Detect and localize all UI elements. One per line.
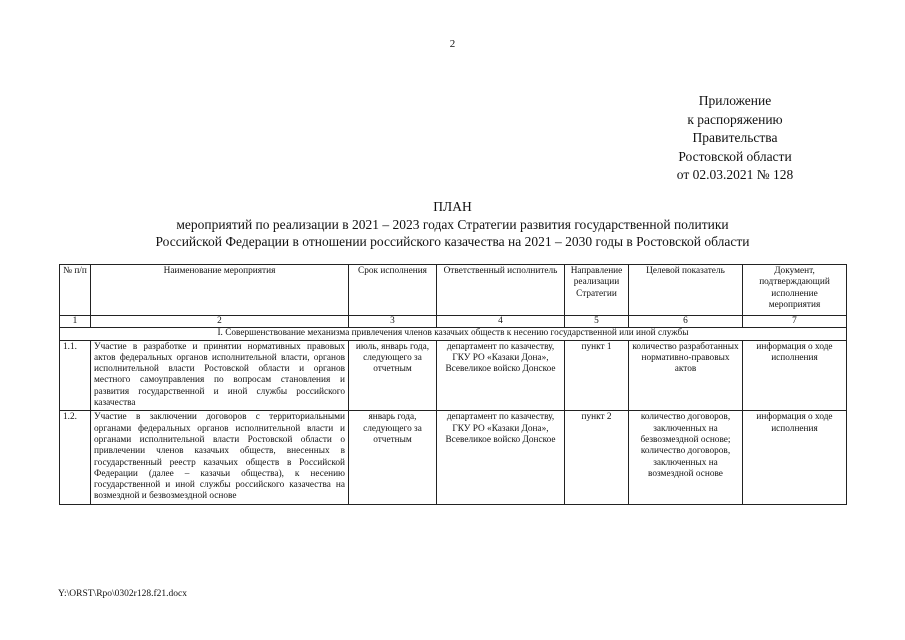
row-number: 1.2. [60, 411, 91, 504]
plan-table [59, 264, 847, 505]
column-number: 3 [349, 316, 437, 328]
row-indicator: количество договоров, заключенных на безвозмездной основе; количество договоров, заключенных на возмездной основе [629, 411, 743, 504]
row-direction: пункт 1 [565, 340, 629, 411]
appendix-line: Ростовской области [678, 148, 792, 164]
header-document: Документ, подтверждающий исполнение мероприятия [743, 265, 847, 316]
section-title: I. Совершенствование механизма привлечения членов казачьих обществ к несению государственной или иной службы [60, 328, 847, 340]
row-activity-name: Участие в заключении договоров с территориальными органами федеральных органов исполнительной власти и органами исполнительной власти Ростовской области о привлечении членов казачьих обществ, внесенных в государственный реестр казачьих обществ в Российской Федерации (далее – казачьи общества), к несению государственной и иной службы российского казачества на возмездной и безвозмездной основе [91, 411, 349, 504]
row-deadline: июль, январь года, следующего за отчетным [349, 340, 437, 411]
row-document: информация о ходе исполнения [743, 340, 847, 411]
row-document: информация о ходе исполнения [743, 411, 847, 504]
header-deadline: Срок исполнения [349, 265, 437, 316]
row-executor: департамент по казачеству, ГКУ РО «Казаки Дона», Всевеликое войско Донское [437, 340, 565, 411]
table-header-row [60, 265, 847, 316]
column-number: 6 [629, 316, 743, 328]
title-line-2: Российской Федерации в отношении российского казачества на 2021 – 2030 годы в Ростовской области [155, 234, 750, 249]
row-number: 1.1. [60, 340, 91, 411]
column-number: 4 [437, 316, 565, 328]
appendix-line: Приложение [698, 93, 772, 108]
column-number: 1 [60, 316, 91, 328]
file-path-footer: Y:\ORST\Rpo\0302r128.f21.docx [58, 589, 187, 599]
table-row [60, 411, 847, 504]
header-name: Наименование мероприятия [91, 265, 349, 316]
title-heading: ПЛАН [433, 199, 472, 214]
plan-title [0, 198, 905, 251]
appendix-line: Правительства [692, 130, 778, 145]
table-row [60, 340, 847, 411]
column-number: 5 [565, 316, 629, 328]
page-number: 2 [449, 38, 456, 50]
header-direction: Направление реализации Стратегии [565, 265, 629, 316]
row-indicator: количество разработанных нормативно-правовых актов [629, 340, 743, 411]
column-number: 2 [91, 316, 349, 328]
appendix-line: от 02.03.2021 № 128 [676, 167, 794, 182]
appendix-line: к распоряжению [687, 111, 783, 127]
row-deadline: январь года, следующего за отчетным [349, 411, 437, 504]
header-indicator: Целевой показатель [629, 265, 743, 316]
row-direction: пункт 2 [565, 411, 629, 504]
column-number: 7 [743, 316, 847, 328]
row-activity-name: Участие в разработке и принятии нормативных правовых актов федеральных органов исполнительной власти, органов исполнительной власти Ростовской области и органов местного самоуправления по вопросам становления и развития государственной и иной службы российского казачества [91, 340, 349, 411]
row-executor: департамент по казачеству, ГКУ РО «Казаки Дона», Всевеликое войско Донское [437, 411, 565, 504]
title-line-1: мероприятий по реализации в 2021 – 2023 годах Стратегии развития государственной политики [176, 216, 729, 232]
header-executor: Ответственный исполнитель [437, 265, 565, 316]
appendix-block [650, 92, 820, 185]
column-numbers-row [60, 316, 847, 328]
header-num: № п/п [60, 265, 91, 316]
section-row [60, 328, 847, 340]
